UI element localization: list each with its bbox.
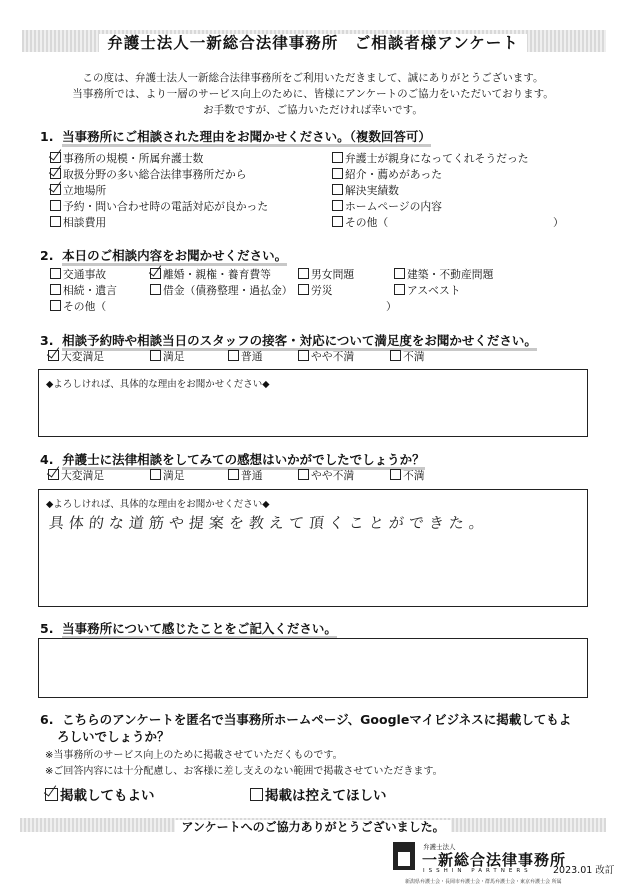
q1-option-4[interactable]: 予約・問い合わせ時の電話対応が良かった bbox=[50, 199, 268, 214]
checkbox[interactable] bbox=[50, 200, 61, 211]
question-3: 3. 相談予約時や相談当日のスタッフの接客・対応について満足度をお聞かせください。 bbox=[40, 331, 537, 349]
firm-logo-icon bbox=[393, 842, 415, 870]
q2-option-3[interactable]: 男女問題 bbox=[298, 267, 354, 282]
q2-option-1[interactable]: 交通事故 bbox=[50, 267, 106, 282]
q6-note-2: ※ご回答内容には十分配慮し、お客様に差し支えのない範囲で掲載させていただきます。 bbox=[45, 766, 443, 777]
intro-line-1: この度は、弁護士法人一新総合法律事務所をご利用いただきまして、誠にありがとうございます。 bbox=[82, 72, 544, 84]
checkbox[interactable] bbox=[250, 788, 263, 801]
q6-note-1: ※当事務所のサービス向上のために掲載させていただくものです。 bbox=[45, 750, 343, 761]
checkbox[interactable] bbox=[50, 216, 61, 227]
checkbox[interactable] bbox=[332, 200, 343, 211]
checkbox-checked[interactable] bbox=[150, 268, 161, 279]
q4-reason-box[interactable] bbox=[38, 489, 588, 607]
q2-option-2[interactable]: 離婚・親権・養育費等 bbox=[150, 267, 271, 282]
q1-option-6[interactable]: 弁護士が親身になってくれそうだった bbox=[332, 151, 529, 166]
checkbox[interactable] bbox=[50, 300, 61, 311]
revision-label: 2023.01 改訂 bbox=[553, 865, 615, 876]
q1-option-7[interactable]: 紹介・薦めがあった bbox=[332, 167, 442, 182]
question-4: 4. 弁護士に法律相談をしてみての感想はいかがでしたでしょうか？ bbox=[40, 450, 425, 468]
checkbox-checked[interactable] bbox=[48, 350, 59, 361]
intro-line-3: お手数ですが、ご協力いただければ幸いです。 bbox=[203, 104, 423, 116]
logo-firm-name: 一新総合法律事務所 bbox=[422, 851, 567, 869]
q4-option-2[interactable]: 満足 bbox=[150, 468, 185, 483]
thanks-message: アンケートへのご協力ありがとうございました。 bbox=[0, 818, 626, 835]
q2-option-8[interactable]: アスベスト bbox=[394, 283, 461, 298]
checkbox[interactable] bbox=[394, 284, 405, 295]
page-title: 弁護士法人一新総合法律事務所 ご相談者様アンケート bbox=[0, 31, 626, 53]
q4-option-1[interactable]: 大変満足 bbox=[48, 468, 104, 483]
intro-line-2: 当事務所では、より一層のサービス向上のために、皆様にアンケートのご協力をいただいております。 bbox=[72, 88, 554, 100]
question-1: 1. 当事務所にご相談された理由をお聞かせください。（複数回答可） bbox=[40, 127, 431, 145]
checkbox[interactable] bbox=[332, 216, 343, 227]
q2-option-6[interactable]: 借金（債務整理・過払金） bbox=[150, 283, 293, 298]
checkbox[interactable] bbox=[298, 284, 309, 295]
q3-option-5[interactable]: 不満 bbox=[390, 349, 425, 364]
checkbox[interactable] bbox=[228, 469, 239, 480]
q2-option-7[interactable]: 労災 bbox=[298, 283, 333, 298]
checkbox[interactable] bbox=[298, 469, 309, 480]
q2-option-5[interactable]: 相続・遺言 bbox=[50, 283, 117, 298]
q1-close-paren: ） bbox=[553, 216, 564, 229]
checkbox[interactable] bbox=[50, 268, 61, 279]
question-6: 6. こちらのアンケートを匿名で当事務所ホームページ、Googleマイビジネスに掲載してもよ bbox=[40, 712, 572, 727]
checkbox[interactable] bbox=[50, 284, 61, 295]
logo-subtitle: 弁護士法人 bbox=[423, 843, 456, 851]
q3-box-label: ◆よろしければ、具体的な理由をお聞かせください◆ bbox=[46, 379, 270, 390]
q4-box-label: ◆よろしければ、具体的な理由をお聞かせください◆ bbox=[46, 499, 270, 510]
q4-option-4[interactable]: やや不満 bbox=[298, 468, 354, 483]
q1-option-2[interactable]: 取扱分野の多い総合法律事務所だから bbox=[50, 167, 247, 182]
checkbox[interactable] bbox=[390, 469, 401, 480]
q2-close-paren: ） bbox=[386, 300, 397, 313]
q2-option-9[interactable]: その他（ bbox=[50, 299, 106, 314]
checkbox[interactable] bbox=[228, 350, 239, 361]
checkbox[interactable] bbox=[298, 268, 309, 279]
q3-option-3[interactable]: 普通 bbox=[228, 349, 263, 364]
q4-handwritten-answer: 具体的な道筋や提案を教えて頂くことができた。 bbox=[48, 514, 490, 532]
q3-reason-box[interactable] bbox=[38, 369, 588, 437]
question-6-line-2: ろしいでしょうか？ bbox=[57, 729, 170, 744]
checkbox[interactable] bbox=[332, 184, 343, 195]
checkbox-checked[interactable] bbox=[50, 184, 61, 195]
checkbox[interactable] bbox=[150, 469, 161, 480]
checkbox[interactable] bbox=[298, 350, 309, 361]
q1-option-9[interactable]: ホームページの内容 bbox=[332, 199, 442, 214]
q4-option-3[interactable]: 普通 bbox=[228, 468, 263, 483]
q3-option-2[interactable]: 満足 bbox=[150, 349, 185, 364]
q4-option-5[interactable]: 不満 bbox=[390, 468, 425, 483]
q1-option-8[interactable]: 解決実績数 bbox=[332, 183, 399, 198]
checkbox[interactable] bbox=[332, 168, 343, 179]
logo-affiliation: 新潟県弁護士会・長岡市弁護士会・群馬弁護士会・東京弁護士会 所属 bbox=[405, 879, 562, 885]
checkbox-checked[interactable] bbox=[45, 788, 58, 801]
checkbox[interactable] bbox=[394, 268, 405, 279]
question-5: 5. 当事務所について感じたことをご記入ください。 bbox=[40, 619, 337, 637]
q6-option-decline[interactable]: 掲載は控えてほしい bbox=[250, 784, 387, 804]
q1-option-5[interactable]: 相談費用 bbox=[50, 215, 106, 230]
q1-option-1[interactable]: 事務所の規模・所属弁護士数 bbox=[50, 151, 203, 166]
q3-option-1[interactable]: 大変満足 bbox=[48, 349, 104, 364]
q6-option-allow[interactable]: 掲載してもよい bbox=[45, 784, 155, 804]
checkbox[interactable] bbox=[332, 152, 343, 163]
q5-comment-box[interactable] bbox=[38, 638, 588, 698]
checkbox[interactable] bbox=[150, 350, 161, 361]
checkbox[interactable] bbox=[150, 284, 161, 295]
checkbox-checked[interactable] bbox=[48, 469, 59, 480]
q3-option-4[interactable]: やや不満 bbox=[298, 349, 354, 364]
q2-option-4[interactable]: 建築・不動産問題 bbox=[394, 267, 493, 282]
logo-english-name: ISSHIN PARTNERS bbox=[423, 868, 532, 874]
q1-option-3[interactable]: 立地場所 bbox=[50, 183, 106, 198]
checkbox[interactable] bbox=[390, 350, 401, 361]
question-2: 2. 本日のご相談内容をお聞かせください。 bbox=[40, 246, 287, 264]
q1-option-10[interactable]: その他（ bbox=[332, 215, 388, 230]
